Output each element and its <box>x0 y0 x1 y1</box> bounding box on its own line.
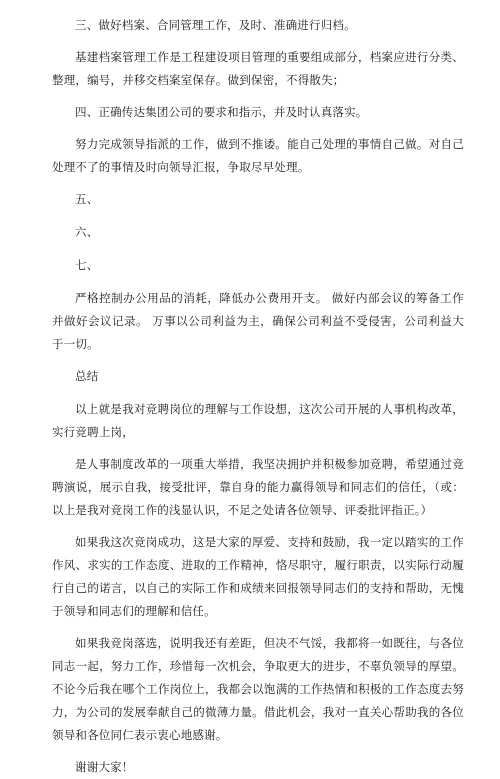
paragraph-section-five: 五、 <box>75 192 99 206</box>
paragraph-assigned-work: 努力完成领导指派的工作，做到不推诿。能自己处理的事情自己做。对自己处理不了的事情及时向领导汇报，争取尽早处理。 <box>52 137 464 174</box>
paragraph-if-not-selected: 如果我竞岗落选，说明我还有差距，但决不气馁，我都将一如既往，与各位同志一起，努力工作，珍惜每一次机会，争取更大的进步，不辜负领导的厚望。不论今后我在哪个工作岗位上，我都会以饱满的工作热情和积极的工作态度去努力，为公司的发展奉献自己的微薄力量。借此机会，我对一直关心帮助我的各位领导和各位同仁表示衷心地感谢。 <box>52 636 464 742</box>
paragraph-archive-management: 基建档案管理工作是工程建设项目管理的重要组成部分，档案应进行分类、整理，编号，并移交档案室保存。做到保密，不得散失； <box>52 50 464 87</box>
paragraph-summary-intro: 以上就是我对竞聘岗位的理解与工作设想，这次公司开展的人事机构改革，实行竞聘上岗， <box>52 402 464 439</box>
paragraph-section-three: 三、做好档案、合同管理工作，及时、准确进行归档。 <box>75 18 356 32</box>
paragraph-section-seven: 七、 <box>75 258 99 272</box>
paragraph-reform-support: 是人事制度改革的一项重大举措，我坚决拥护并积极参加竞聘，希望通过竞聘演说，展示自我，接受批评，靠自身的能力赢得领导和同志们的信任，（或：以上是我对竞岗工作的浅显认识，不足之处请各位领导、评委批评指正。） <box>52 457 464 517</box>
paragraph-section-six: 六、 <box>75 225 99 239</box>
paragraph-summary-heading: 总结 <box>75 369 99 383</box>
paragraph-thanks: 谢谢大家！ <box>75 760 134 774</box>
paragraph-section-four: 四、正确传达集团公司的要求和指示，并及时认真落实。 <box>75 105 368 119</box>
paragraph-if-successful: 如果我这次竞岗成功，这是大家的厚爱、支持和鼓励，我一定以踏实的工作作风、求实的工作态度、进取的工作精神，恪尽职守，履行职责，以实际行动履行自己的诺言，以自己的实际工作和成绩来回报领导同志们的支持和帮助，无愧于领导和同志们的理解和信任。 <box>52 535 464 618</box>
paragraph-cost-control: 严格控制办公用品的消耗，降低办公费用开支。 做好内部会议的筹备工作并做好会议记录。 万事以公司利益为主，确保公司利益不受侵害，公司利益大于一切。 <box>52 291 464 351</box>
